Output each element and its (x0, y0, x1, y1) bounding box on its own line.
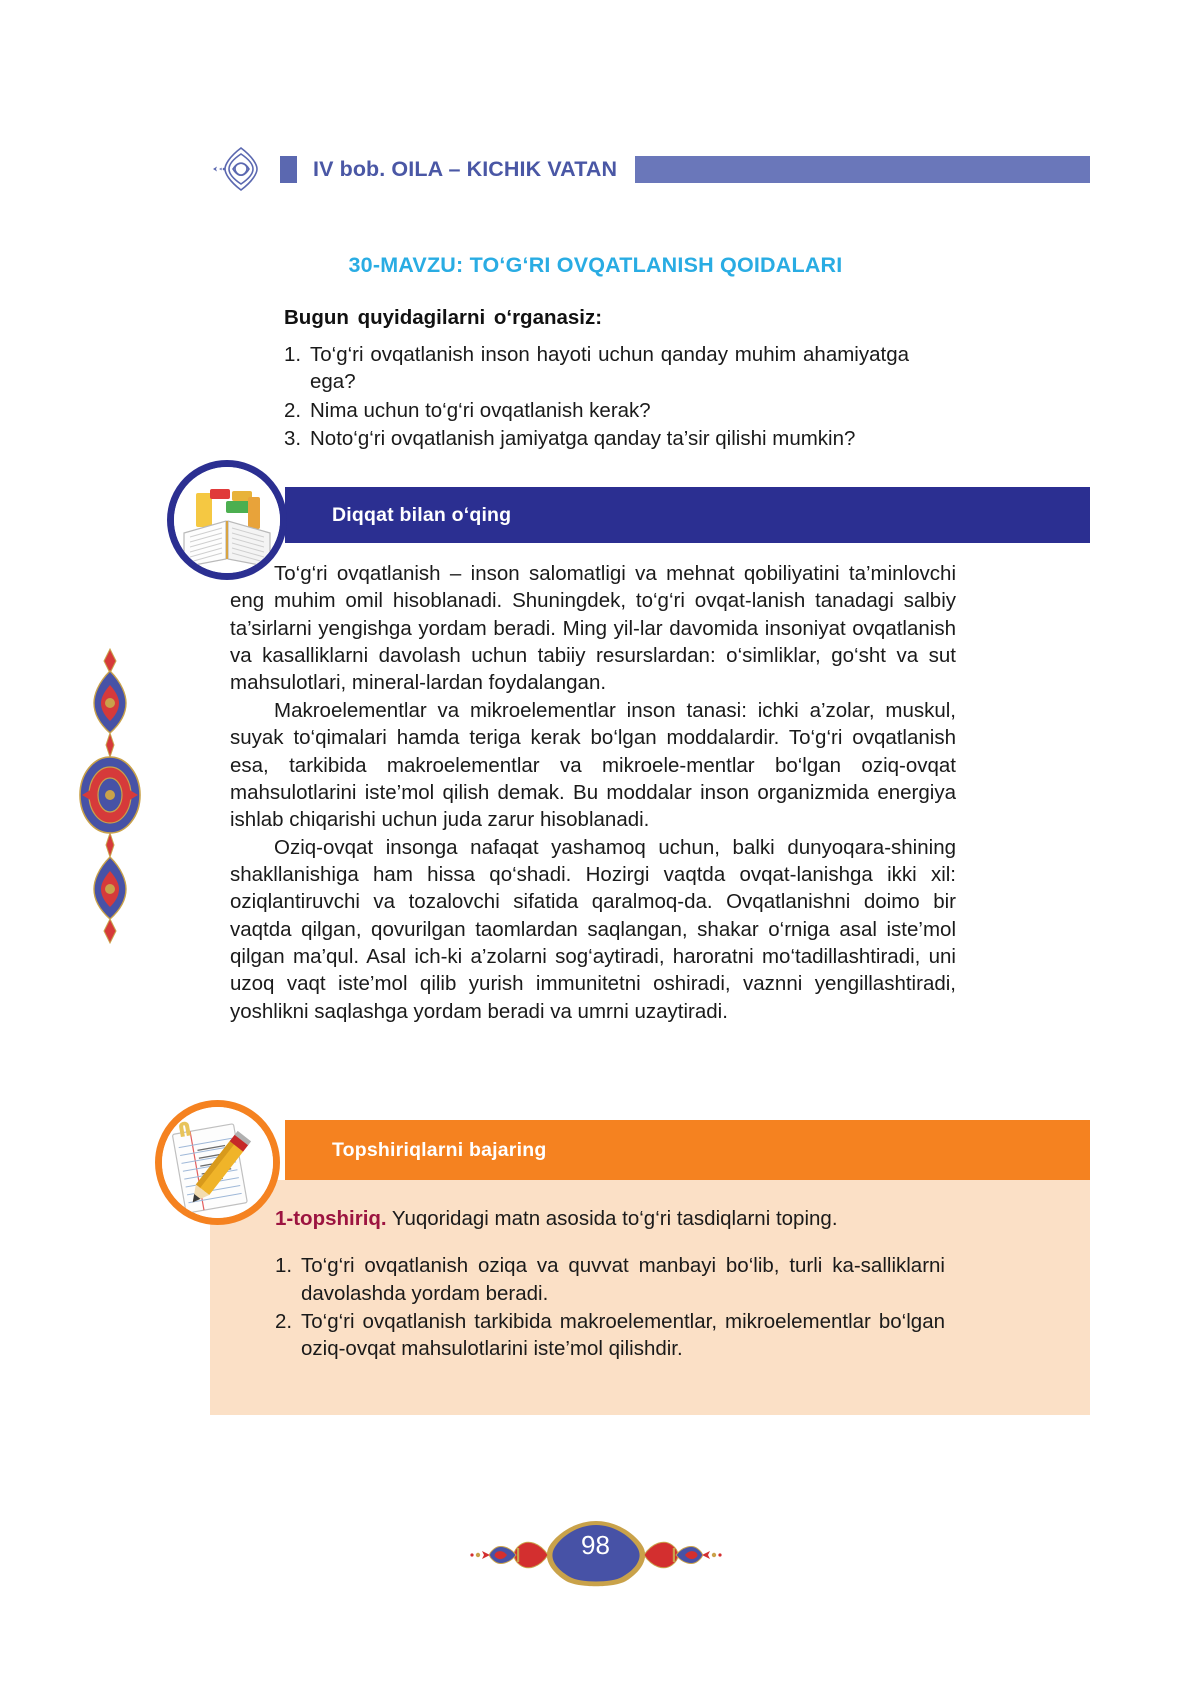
list-item-number: 2. (275, 1309, 293, 1333)
list-item (284, 425, 909, 452)
page-header (205, 143, 1090, 195)
page-footer-ornament (0, 1515, 1191, 1595)
intro-question-list (284, 341, 909, 452)
task-item-list (275, 1252, 945, 1362)
body-paragraph: To‘g‘ri ovqatlanish – inson salomatligi va mehnat qobiliyatini ta’minlovchi eng muhim omil hisoblanadi. Shuningdek, to‘g‘ri ovqat-lanish tanadagi salbiy ta’sirlarni yengishga yordam beradi. Ming yil-lar davomida insoniyat ovqatlanish va kasalliklarni davolash uchun tabiiy resurslardan: o‘simliklar, go‘sht va sut mahsulotlari, mineral-lardan foydalangan. (230, 562, 956, 695)
intro-heading: Bugun quyidagilarni o‘rganasiz: (284, 306, 603, 329)
read-section-banner (285, 487, 1090, 543)
floral-diamond-ornament (205, 143, 277, 195)
read-section-body (230, 560, 956, 1025)
task-lead (275, 1205, 945, 1232)
list-item (275, 1308, 945, 1363)
list-item-number: 2. (284, 398, 302, 422)
header-accent-square (280, 156, 297, 183)
read-section-banner-label: Diqqat bilan o‘qing (332, 503, 512, 526)
side-floral-ornament (78, 645, 142, 945)
list-item-text: Noto‘g‘ri ovqatlanish jamiyatga qanday ta’sir qilishi mumkin? (310, 426, 856, 450)
list-item-text: To‘g‘ri ovqatlanish tarkibida makroelementlar, mikroelementlar bo‘lgan oziq-ovqat mahsulotlarini iste’mol qilishdir. (301, 1309, 945, 1360)
intro-block (284, 306, 909, 453)
body-paragraph: Oziq-ovqat insonga nafaqat yashamoq uchun, balki dunyoqara-shining shakllanishiga ham hissa qo‘shadi. Hozirgi vaqtda ovqat-lanishga ikki xil: oziqlantiruvchi va tozalovchi sifatida qaralmoq-da. Ovqatlanishni doimo bir vaqtda qilgan, qovurilgan taomlardan saqlangan, shakar o‘rniga asal iste’mol qilgan ma’qul. Asal ich-ki a’zolarni sog‘aytiradi, haroratni mo‘tadillashtiradi, uni uzoq vaqt iste’mol qilib yurish immunitetni oshiradi, vaznni yengillashtiradi, yoshlikni saqlashga yordam beradi va umrni uzaytiradi. (230, 835, 956, 1023)
list-item (284, 341, 909, 396)
task-lead-label: 1-topshiriq. (275, 1207, 387, 1230)
list-item-text: Nima uchun to‘g‘ri ovqatlanish kerak? (310, 398, 651, 422)
list-item-text: To‘g‘ri ovqatlanish inson hayoti uchun qanday muhim ahamiyatga ega? (310, 343, 909, 394)
header-rule-bar (635, 156, 1090, 183)
page-number: 98 (581, 1530, 610, 1560)
chapter-title: IV bob. OILA – KICHIK VATAN (313, 156, 618, 181)
list-item-number: 1. (275, 1254, 293, 1278)
task-section-banner (285, 1120, 1090, 1180)
lesson-title: 30-MAVZU: TO‘G‘RI OVQATLANISH QOIDALARI (348, 253, 843, 277)
list-item-number: 1. (284, 343, 302, 366)
list-item-text: To‘g‘ri ovqatlanish oziqa va quvvat manbayi bo‘lib, turli ka-salliklarni davolashda yordam beradi. (301, 1254, 945, 1305)
body-paragraph: Makroelementlar va mikroelementlar inson tanasi: ichki a’zolar, muskul, suyak to‘qimalari hamda teriga kerak bo‘lgan moddalardir. To‘g‘ri ovqatlanish esa, tarkibida makroelementlar va mikroele-mentlar bo‘lgan oziq-ovqat mahsulotlarini iste’mol qilish demak. Bu moddalar inson organizmida energiya ishlab chiqarishi uchun juda zarur hisoblanadi. (230, 698, 956, 832)
list-item-number: 3. (284, 426, 302, 450)
task-section-banner-label: Topshiriqlarni bajaring (332, 1138, 547, 1161)
task-lead-text: Yuqoridagi matn asosida to‘g‘ri tasdiqlarni toping. (386, 1207, 838, 1230)
task-section-content (275, 1205, 945, 1363)
list-item (284, 397, 909, 424)
list-item (275, 1252, 945, 1307)
notebook-pencil-icon (155, 1100, 280, 1225)
